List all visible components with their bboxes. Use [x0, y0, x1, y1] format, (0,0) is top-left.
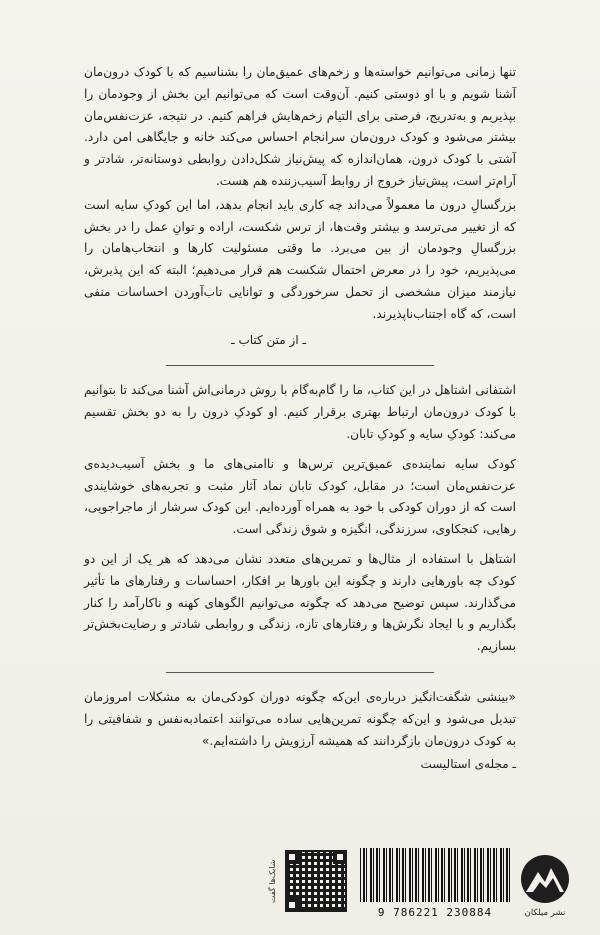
description-paragraph-1: اشتفانی اشتاهل در این کتاب، ما را گام‌به‌گام با روش درمانی‌اش آشنا می‌کند تا بتوانیم با کودک درون‌مان ارتباط بهتری برقرار کنیم. او کودکِ درون را به دو بخش تقسیم می‌کند: کودکِ سایه و کودکِ تابان.: [84, 383, 516, 441]
review-quote: [84, 687, 516, 776]
description-paragraph-2: کودک سایه نماینده‌ی عمیق‌ترین ترس‌ها و ناامنی‌های ما و بخش آسیب‌دیده‌ی عزت‌نفس‌مان است؛ در مقابل، کودک تابان نماد آثار مثبت و تجربه‌های خوشایندی است که از دوران کودکی با خود به همراه آورده‌ایم. این کودک سرشار از ماجراجویی، رهایی، کنجکاوی، سرزندگی، انگیزه و شوق زندگی است.: [84, 456, 516, 537]
quote-author: ـ مجله‌ی استالیست: [420, 757, 516, 772]
divider: [166, 672, 434, 673]
excerpt-source: ـ از متن کتاب ـ: [231, 332, 306, 347]
book-description: [84, 380, 516, 658]
qr-label: شابک‌ها گفت: [268, 859, 277, 903]
isbn-barcode-icon: [360, 848, 510, 902]
divider: [166, 365, 434, 366]
cover-footer: [0, 830, 600, 935]
book-excerpt: [84, 62, 516, 351]
publisher-logo-icon: [520, 852, 570, 906]
cover-text: [84, 62, 516, 776]
description-paragraph-3: اشتاهل با استفاده از مثال‌ها و تمرین‌های متعدد نشان می‌دهد که هر یک از این دو کودک چه باورهایی دارند و چگونه این باورها بر افکار، احساسات و رفتارهای ما تأثیر می‌گذارند. سپس توضیح می‌دهد که چگونه می‌توانیم الگوهای کهنه و ناکارآمد را کنار بگذاریم و با ایجاد نگرش‌ها و رفتارهای تازه، زندگی و روابطی شادتر و رضایت‌بخش‌تر بسازیم.: [84, 551, 516, 654]
isbn-number: 9 786221 230884: [377, 906, 493, 919]
quote-text: «بینشی شگفت‌انگیز درباره‌ی این‌که چگونه دوران کودکی‌مان به مشکلات امروزمان تبدیل می‌شود و این‌که چگونه تمرین‌هایی ساده می‌توانند اعتمادبه‌نفس و شفافیتی را به کودک درون‌مان بازگردانند که همیشه آرزویش را داشته‌ایم.»: [84, 689, 516, 748]
excerpt-paragraph-2: بزرگسالِ درون ما معمولاً می‌داند چه کاری باید انجام بدهد، اما این کودکِ سایه است که از تغییر می‌ترسد و بیشتر وقت‌ها، از ترس شکست، اراده و توانِ عمل را در بخش بزرگسالِ وجودمان از بین می‌برد. ما وقتی مسئولیت کارها و انتخاب‌هامان را می‌پذیریم، خود را در معرض احتمال شکست هم قرار می‌دهیم؛ البته که این پذیرش، نیازمند میزان مشخصی از تحمل سرخوردگی و توانایی تاب‌آوردن احساسات منفی است، که گاه اجتناب‌ناپذیرند.: [84, 197, 516, 321]
qr-code-icon: [285, 850, 347, 912]
excerpt-paragraph-1: تنها زمانی می‌توانیم خواسته‌ها و زخم‌های عمیق‌مان را بشناسیم که با کودک درون‌مان آشنا شویم و با او دوستی کنیم. آن‌وقت است که می‌توانیم این بخش از وجودمان را بپذیریم و به‌تدریج، فرصتی برای التیام زخم‌هایش فراهم کنیم. در نتیجه، عزت‌نفس‌مان بیشتر می‌شود و کودک درون‌مان سرانجام احساس می‌کند خانه و جایگاهی امن دارد. آشتی با کودک درون، همان‌اندازه که پیش‌نیاز شکل‌دادن روابطی دوستانه‌تر، شادتر و آرام‌تر است، پیش‌نیاز خروج از روابط آسیب‌زننده هم هست.: [84, 65, 516, 188]
publisher-name: نشر میلکان: [524, 908, 566, 918]
